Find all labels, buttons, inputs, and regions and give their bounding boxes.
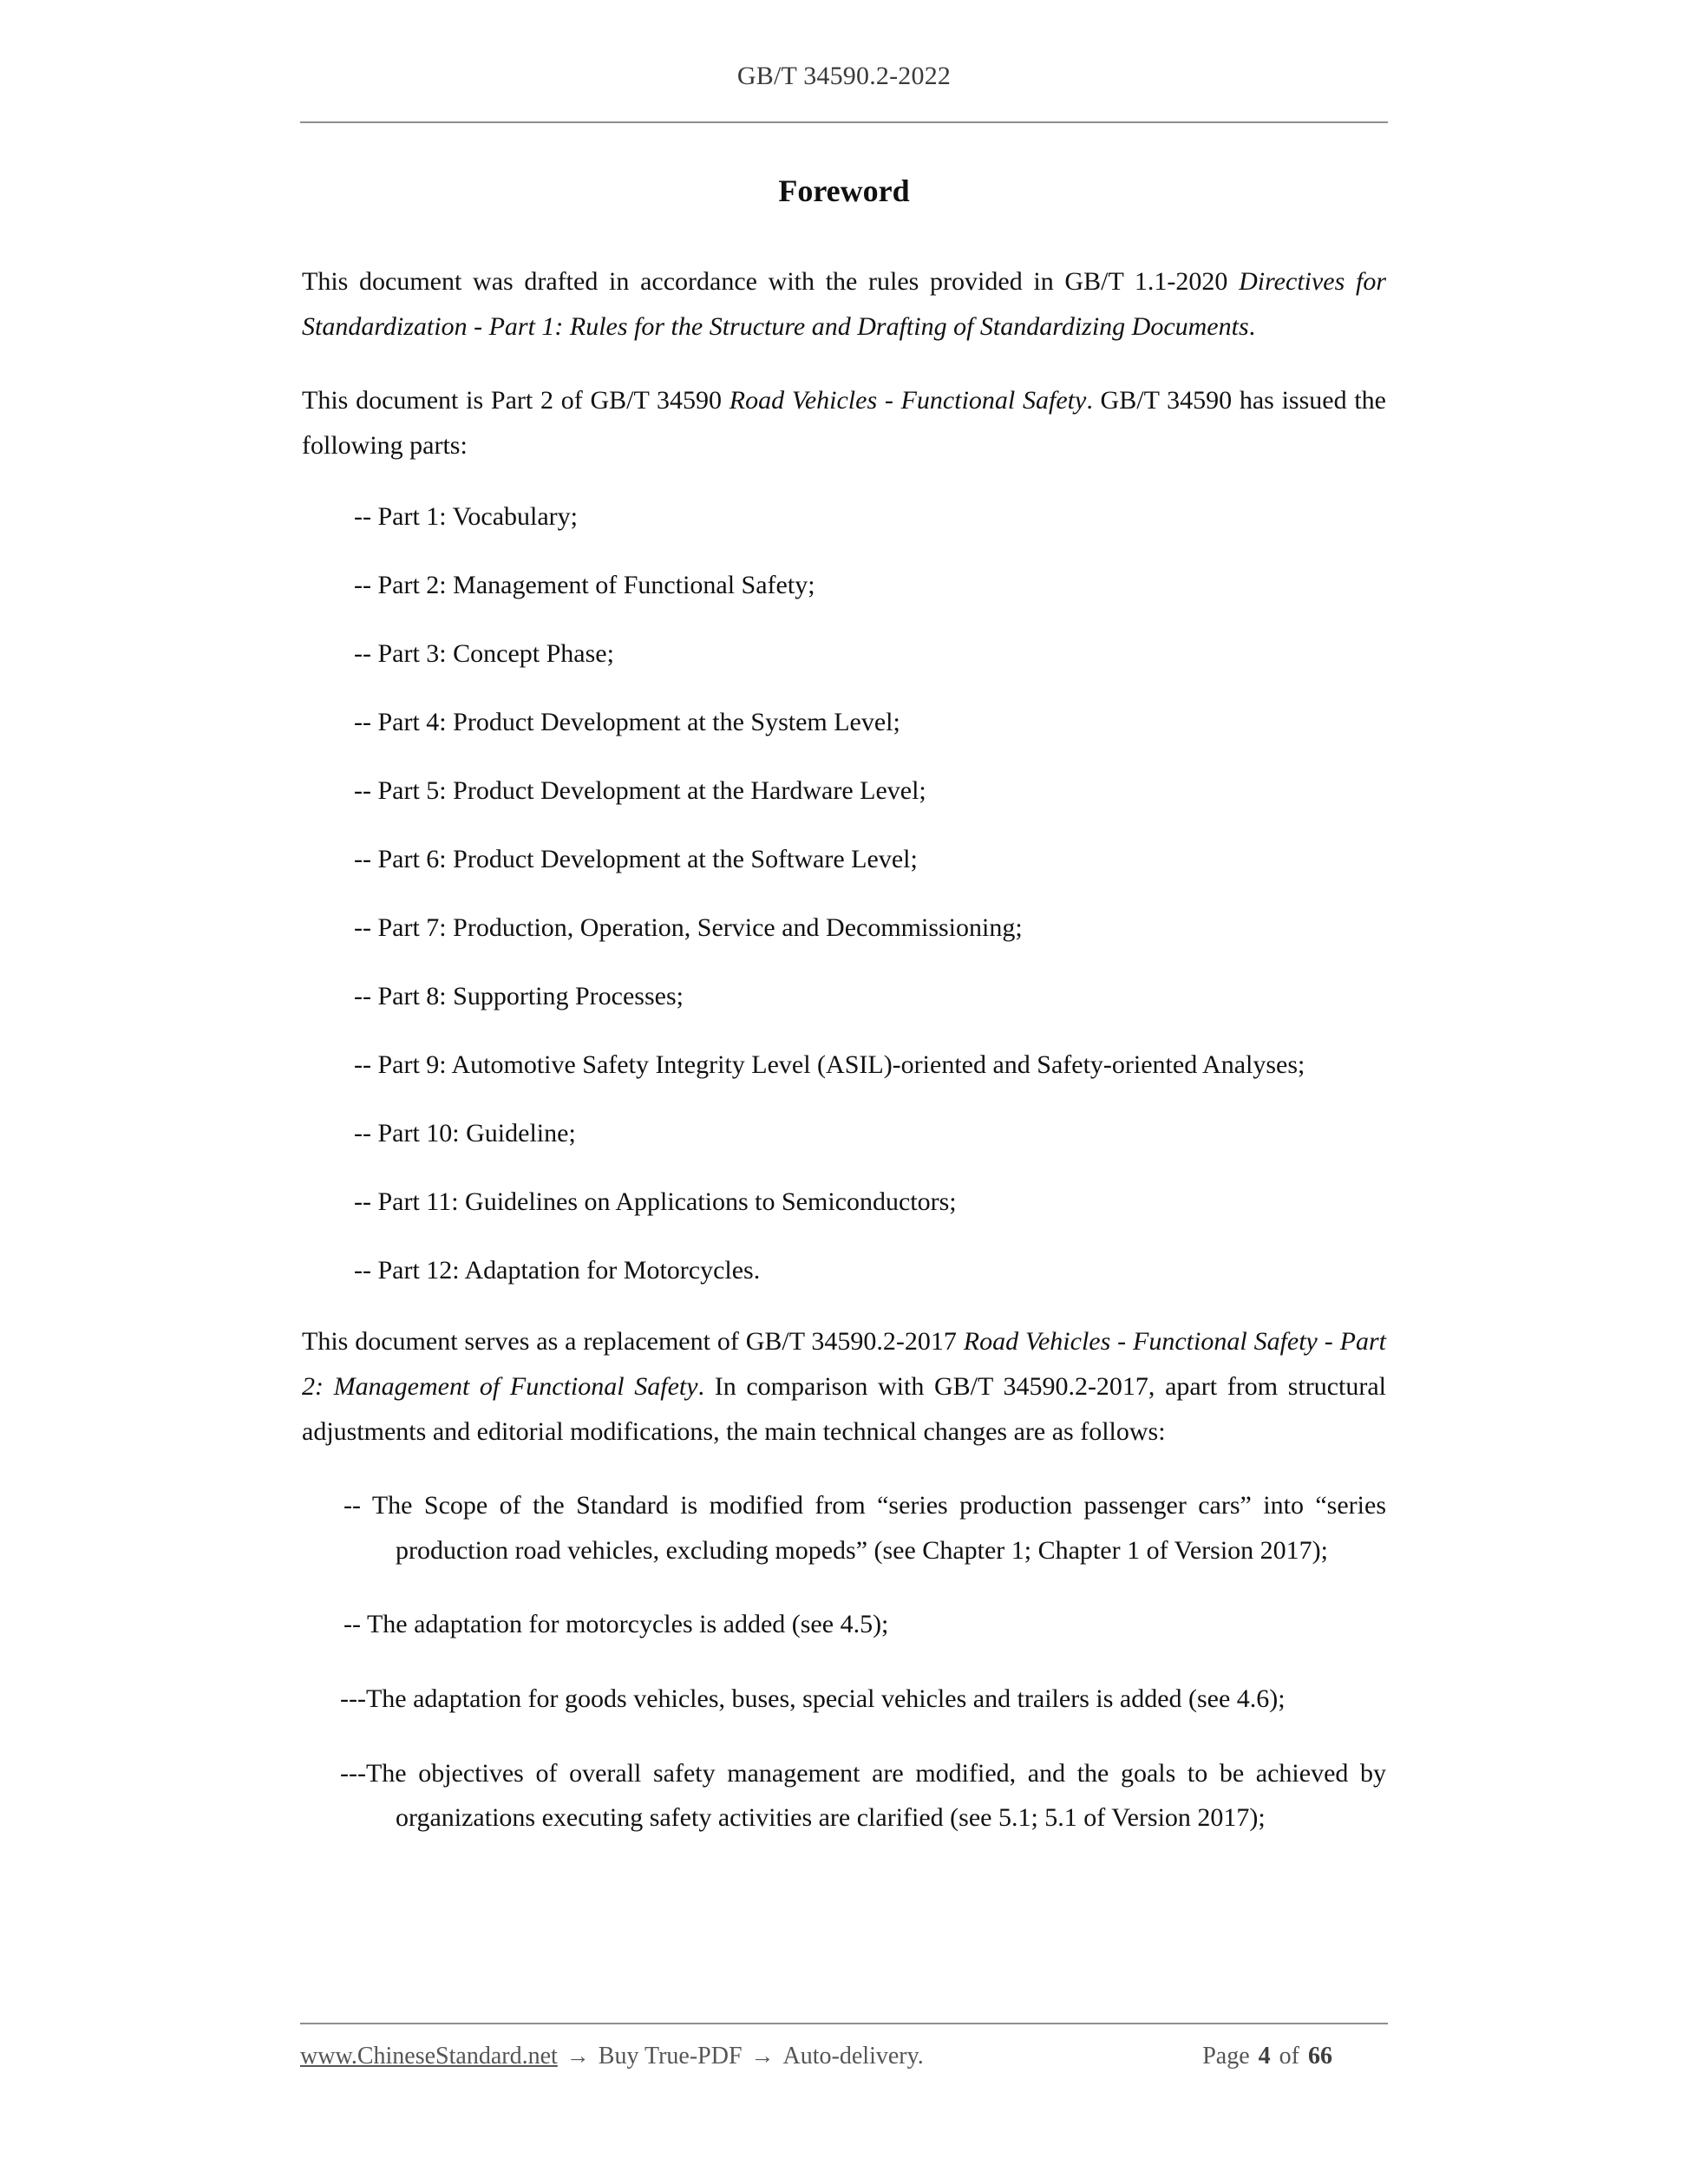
list-item: -- Part 11: Guidelines on Applications to Semiconductors;: [354, 1187, 957, 1217]
technical-changes-list: [302, 1483, 1386, 1841]
document-body: [302, 172, 1386, 1870]
list-item: -- Part 10: Guideline;: [354, 1119, 576, 1148]
delivery-label: Auto-delivery.: [782, 2043, 924, 2070]
list-item: -- Part 5: Product Development at the Hardware Level;: [354, 776, 926, 806]
of-label: of: [1279, 2043, 1299, 2070]
current-page-number: 4: [1258, 2043, 1271, 2070]
paragraph-part-listing-intro: [302, 378, 1386, 468]
list-item: ---The objectives of overall safety management are modified, and the goals to be achieved by organizations executing safety activities are clarified (see 5.1; 5.1 of Version 2017);: [340, 1758, 1386, 1833]
footer-divider: [300, 2023, 1388, 2024]
paragraph-2-italic-title: Road Vehicles - Functional Safety: [729, 386, 1087, 415]
paragraph-3-italic-title: Road Vehicles - Functional Safety - Part 2: Management of Functional Safety: [302, 1327, 1386, 1401]
list-item: -- Part 1: Vocabulary;: [354, 502, 579, 532]
total-page-count: 66: [1308, 2043, 1332, 2070]
header-divider: [300, 121, 1388, 123]
parts-list: [302, 497, 1386, 1290]
footer-promo: [300, 2043, 924, 2070]
paragraph-drafting-rules: [302, 259, 1386, 349]
paragraph-1-text-before: This document was drafted in accordance with the rules provided in GB/T 1.1-2020: [302, 267, 1240, 296]
list-item: -- Part 6: Product Development at the Software Level;: [354, 845, 918, 874]
list-item: ---The adaptation for goods vehicles, buses, special vehicles and trailers is added (see 4.6);: [340, 1684, 1286, 1713]
list-item: -- Part 9: Automotive Safety Integrity Level (ASIL)-oriented and Safety-oriented Analyses;: [354, 1050, 1305, 1080]
paragraph-1-text-after: .: [1248, 311, 1256, 341]
paragraph-3-text-before: This document serves as a replacement of GB/T 34590.2-2017: [302, 1327, 964, 1357]
arrow-right-icon: →: [750, 2043, 775, 2069]
buy-label: Buy True-PDF: [598, 2043, 743, 2070]
paragraph-1-italic-title: Directives for Standardization - Part 1: Rules for the Structure and Drafting of Standardizing Documents: [302, 267, 1387, 341]
list-item: -- The adaptation for motorcycles is added (see 4.5);: [343, 1610, 889, 1639]
list-item: -- Part 4: Product Development at the System Level;: [354, 708, 900, 737]
arrow-right-icon: →: [566, 2043, 590, 2069]
list-item: -- Part 2: Management of Functional Safety;: [354, 571, 815, 600]
page-label: Page: [1202, 2043, 1250, 2070]
paragraph-2-text-before: This document is Part 2 of GB/T 34590: [302, 386, 730, 415]
list-item: -- Part 7: Production, Operation, Service and Decommissioning;: [354, 913, 1023, 943]
list-item: -- Part 3: Concept Phase;: [354, 639, 614, 669]
website-link[interactable]: www.ChineseStandard.net: [300, 2043, 558, 2070]
paragraph-2-text-after: . GB/T 34590 has issued the following parts:: [302, 386, 1386, 460]
paragraph-3-text-after: . In comparison with GB/T 34590.2-2017, apart from structural adjustments and editorial modifications, the main technical changes are as follows:: [302, 1371, 1386, 1446]
list-item: -- Part 8: Supporting Processes;: [354, 982, 684, 1011]
list-item: -- Part 12: Adaptation for Motorcycles.: [354, 1256, 761, 1285]
paragraph-replacement-notice: [302, 1319, 1386, 1454]
page-footer: [300, 2043, 1388, 2070]
page-indicator: [1199, 2043, 1388, 2070]
page-header: [300, 61, 1388, 92]
standard-number: GB/T 34590.2-2022: [736, 62, 952, 90]
list-item: -- The Scope of the Standard is modified from “series production passenger cars” into “series production road vehicles, excluding mopeds” (see Chapter 1; Chapter 1 of Version 2017);: [343, 1491, 1386, 1565]
page-title: Foreword: [778, 173, 910, 208]
